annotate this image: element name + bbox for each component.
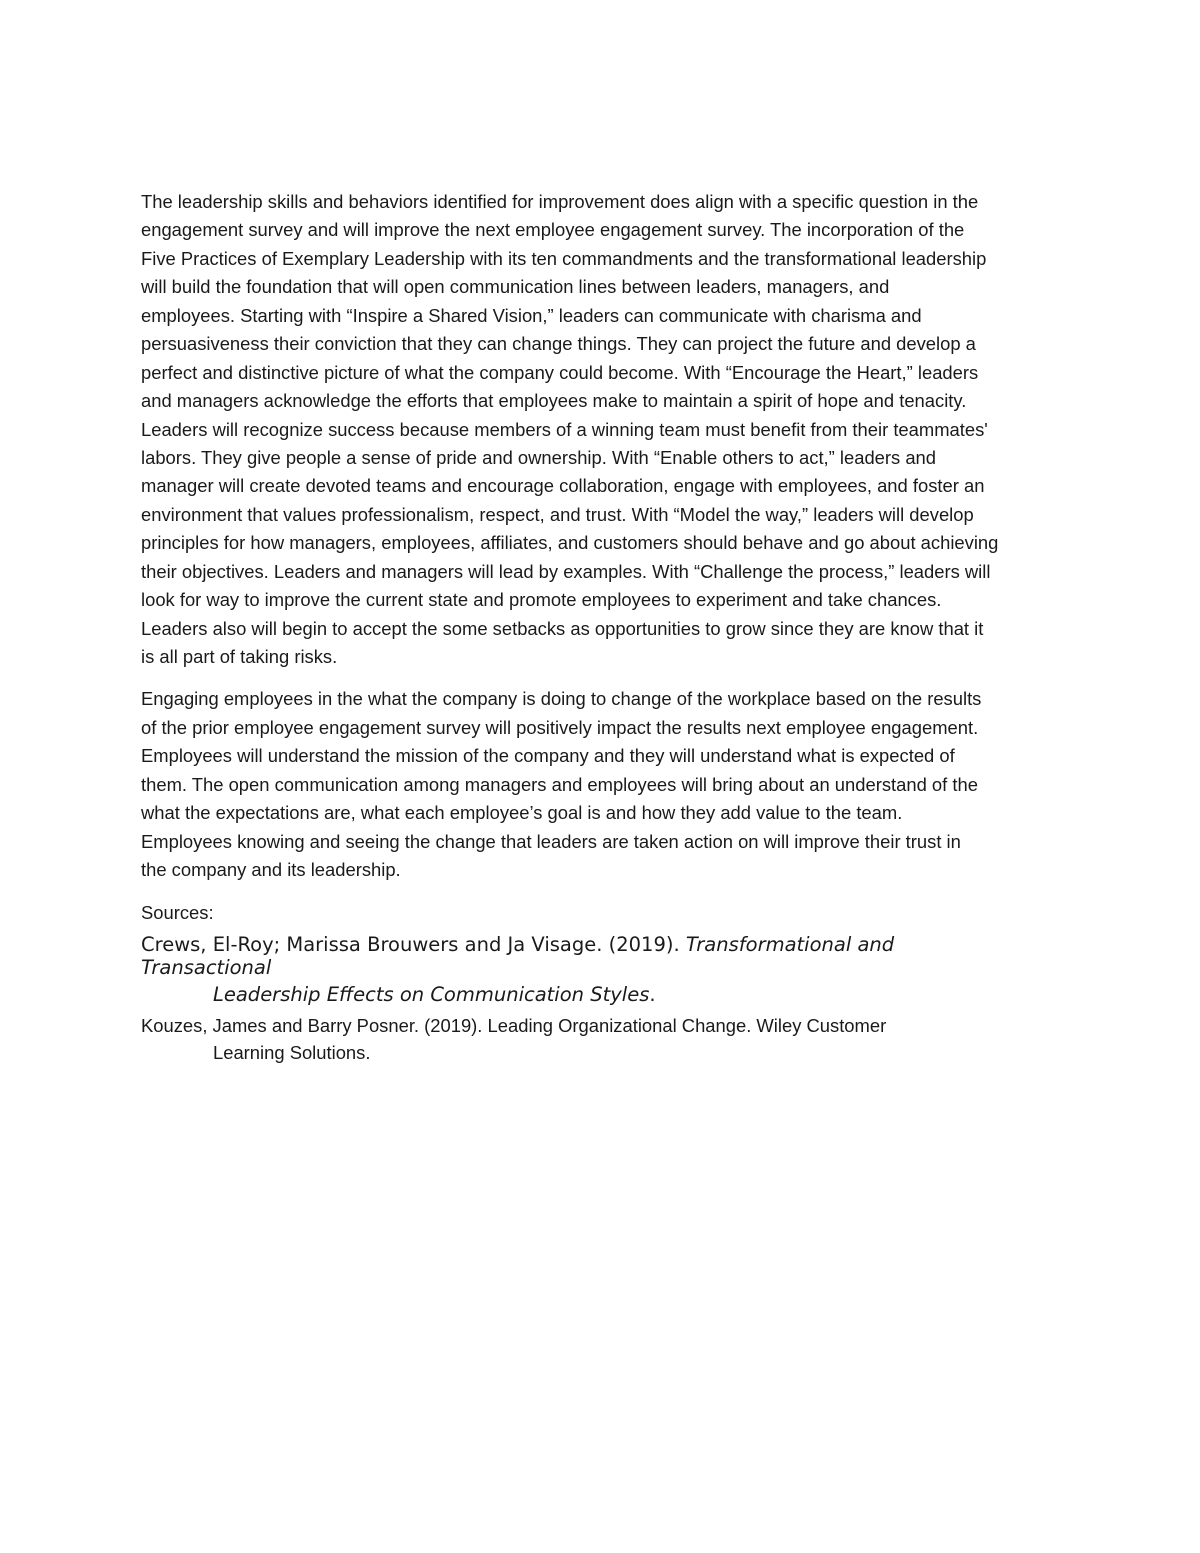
- reference-title-end: Leadership Effects on Communication Styles: [213, 982, 650, 1006]
- text-line: the company and its leadership.: [141, 859, 401, 881]
- text-line: Engaging employees in the what the company is doing to change of the workplace based on the results: [141, 688, 982, 710]
- text-line: Five Practices of Exemplary Leadership with its ten commandments and the transformational leadership: [141, 247, 987, 269]
- reference-authors: Crews, El-Roy; Marissa Brouwers and Ja Visage. (2019).: [141, 932, 686, 956]
- text-line: will build the foundation that will open communication lines between leaders, managers, and: [141, 276, 890, 298]
- text-line: principles for how managers, employees, affiliates, and customers should behave and go about achieving: [141, 532, 999, 554]
- reference-indent-line: [141, 983, 1066, 1006]
- text-line: engagement survey and will improve the next employee engagement survey. The incorporation of the: [141, 219, 965, 241]
- text-line: perfect and distinctive picture of what the company could become. With “Encourage the Heart,” leaders: [141, 361, 979, 383]
- text-line: look for way to improve the current state and promote employees to experiment and take chances.: [141, 589, 942, 611]
- text-line: of the prior employee engagement survey will positively impact the results next employee engagement.: [141, 716, 979, 738]
- text-line: environment that values professionalism, respect, and trust. With “Model the way,” leaders will develop: [141, 503, 974, 525]
- reference-title: Transformational and: [685, 932, 895, 956]
- text-line: employees. Starting with “Inspire a Shared Vision,” leaders can communicate with charisma and: [141, 304, 922, 326]
- text-line: Employees knowing and seeing the change that leaders are taken action on will improve their trust in: [141, 830, 961, 852]
- text-line: manager will create devoted teams and encourage collaboration, engage with employees, and foster an: [141, 475, 985, 497]
- reference-title-continued: Transactional: [141, 955, 272, 979]
- reference-kouzes: [141, 1012, 1066, 1066]
- sources-heading: Sources:: [141, 901, 214, 923]
- text-line: persuasiveness their conviction that they can change things. They can project the future and develop a: [141, 333, 976, 355]
- text-line: what the expectations are, what each employee’s goal is and how they add value to the team.: [141, 802, 903, 824]
- reference-period: .: [649, 982, 656, 1006]
- text-line: Leaders will recognize success because members of a winning team must benefit from their teammates': [141, 418, 988, 440]
- reference-line: Kouzes, James and Barry Posner. (2019). Leading Organizational Change. Wiley Customer: [141, 1014, 887, 1036]
- text-line: their objectives. Leaders and managers will lead by examples. With “Challenge the process,” leaders will: [141, 560, 991, 582]
- document-body: [141, 188, 1066, 1066]
- reference-crews: [141, 933, 1066, 1006]
- text-line: them. The open communication among managers and employees will bring about an understand of the: [141, 773, 978, 795]
- text-line: labors. They give people a sense of pride and ownership. With “Enable others to act,” leaders and: [141, 446, 937, 468]
- reference-indent-line: Learning Solutions.: [213, 1041, 371, 1063]
- text-line: and managers acknowledge the efforts that employees make to maintain a spirit of hope and tenacity.: [141, 390, 967, 412]
- paragraph-leadership-practices: [141, 188, 1066, 671]
- text-line: is all part of taking risks.: [141, 646, 338, 667]
- text-line: The leadership skills and behaviors identified for improvement does align with a specific question in the: [141, 191, 979, 212]
- paragraph-engagement-impact: [141, 685, 1066, 884]
- text-line: Employees will understand the mission of the company and they will understand what is expected of: [141, 745, 955, 767]
- text-line: Leaders also will begin to accept the some setbacks as opportunities to grow since they are know that it: [141, 617, 984, 639]
